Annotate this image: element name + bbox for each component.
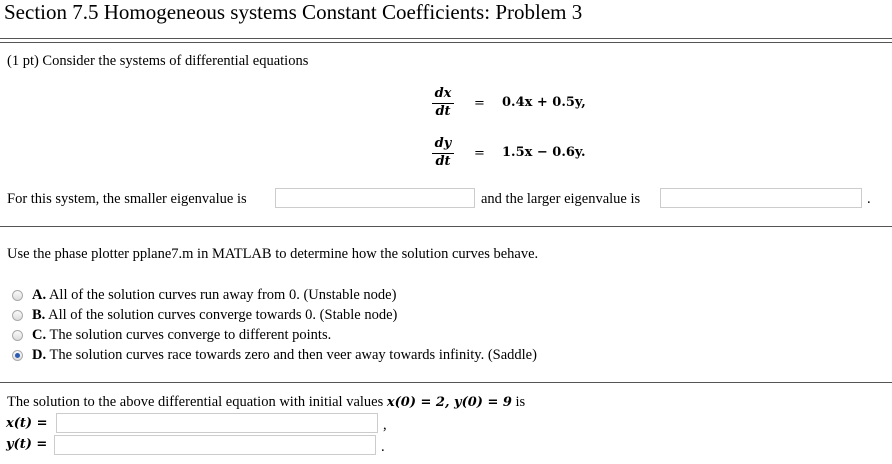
comma: ,: [383, 417, 387, 433]
option-a: A. All of the solution curves run away from 0. (Unstable node): [32, 287, 397, 303]
option-c-radio[interactable]: [12, 330, 23, 341]
page-title: Section 7.5 Homogeneous systems Constant Coefficients: Problem 3: [4, 0, 583, 24]
equation-1-rhs: 0.4x + 0.5y,: [502, 95, 586, 110]
smaller-eigenvalue-label: For this system, the smaller eigenvalue is: [7, 191, 247, 207]
divider: [0, 382, 892, 383]
option-a-radio[interactable]: [12, 290, 23, 301]
smaller-eigenvalue-input[interactable]: [275, 188, 475, 208]
problem-intro: (1 pt) Consider the systems of differential equations: [7, 53, 309, 69]
equals-sign: =: [474, 146, 485, 161]
period: .: [867, 191, 871, 207]
x-t-label: x(t) =: [6, 416, 48, 431]
equation-2-rhs: 1.5x − 0.6y.: [502, 145, 586, 160]
y-t-input[interactable]: [54, 435, 376, 455]
derivative-dy-dt: $\frac{dy}{dt}$: [432, 136, 454, 169]
option-b: B. All of the solution curves converge towards 0. (Stable node): [32, 307, 398, 323]
option-c: C. The solution curves converge to different points.: [32, 327, 332, 343]
x-t-input[interactable]: [56, 413, 378, 433]
solution-prompt: The solution to the above differential equation with initial values x(0) = 2, y(0) = 9 is: [7, 394, 526, 410]
period: .: [381, 439, 385, 455]
larger-eigenvalue-label: and the larger eigenvalue is: [481, 191, 641, 207]
derivative-dx-dt: $\frac{dx}{dt}$: [432, 86, 454, 119]
divider: [0, 226, 892, 227]
option-b-radio[interactable]: [12, 310, 23, 321]
divider: [0, 38, 892, 39]
option-d-radio[interactable]: [12, 350, 23, 361]
divider: [0, 42, 892, 43]
y-t-label: y(t) =: [6, 437, 48, 452]
phase-prompt: Use the phase plotter pplane7.m in MATLAB to determine how the solution curves behave.: [7, 246, 539, 262]
equals-sign: =: [474, 96, 485, 111]
larger-eigenvalue-input[interactable]: [660, 188, 862, 208]
option-d: D. The solution curves race towards zero and then veer away towards infinity. (Saddle): [32, 347, 537, 363]
